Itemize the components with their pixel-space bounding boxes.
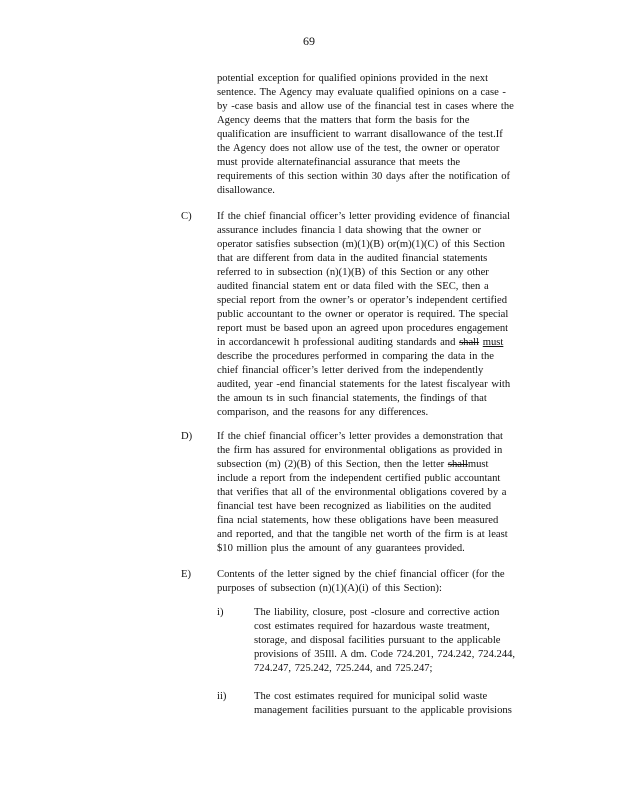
section-c-line: assurance includes financia l data showing that the owner or — [217, 225, 482, 236]
section-c-line: audited financial statem ent or data filed with the SEC, then a — [217, 281, 489, 292]
list-item-label: i) — [217, 607, 224, 618]
section-d-line: that verifies that all of the environmental obligations covered by a — [217, 487, 507, 498]
section-d-line: financial test have been recognized as liabilities on the audited — [217, 501, 492, 512]
list-item-line: 724.247, 725.242, 725.244, and 725.247; — [254, 663, 433, 674]
section-e-line: Contents of the letter signed by the chief financial officer (for the — [217, 569, 505, 580]
section-c-line: If the chief financial officer’s letter providing evidence of financial — [217, 211, 511, 222]
intro-line: must provide alternatefinancial assurance that meets the — [217, 157, 461, 168]
inserted-word: must — [482, 337, 504, 348]
struck-word: shall — [447, 459, 468, 470]
intro-line: the Agency does not allow use of the test, the owner or operator — [217, 143, 500, 154]
section-e-label: E) — [181, 569, 191, 580]
list-item-line: management facilities pursuant to the applicable provisions — [254, 705, 512, 716]
section-c-label: C) — [181, 211, 192, 222]
inserted-word: must — [467, 459, 489, 470]
intro-line: by -case basis and allow use of the financial test in cases where the — [217, 101, 514, 112]
section-d-line: fina ncial statements, how these obligations have been measured — [217, 515, 499, 526]
section-c-line: the amoun ts in such financial statements, the findings of that — [217, 393, 487, 404]
section-c-line — [217, 336, 503, 350]
intro-line: disallowance. — [217, 185, 275, 196]
section-c-line: comparison, and the reasons for any differences. — [217, 407, 429, 418]
section-c-line-text: in accordancewit h professional auditing standards and — [217, 337, 456, 348]
section-d-line: the firm has assured for environmental obligations as provided in — [217, 445, 503, 456]
list-item-line: The liability, closure, post -closure and corrective action — [254, 607, 500, 618]
section-c-line: that are different from data in the audited financial statements — [217, 253, 488, 264]
section-d-line: and reported, and that the tangible net worth of the firm is at least — [217, 529, 508, 540]
section-c-line: operator satisfies subsection (m)(1)(B) or(m)(1)(C) of this Section — [217, 239, 505, 250]
intro-line: requirements of this section within 30 days after the notification of — [217, 171, 511, 182]
section-c-line: chief financial officer’s letter derived from the independently — [217, 365, 484, 376]
intro-line: Agency deems that the matters that form the basis for the — [217, 115, 470, 126]
intro-line: qualification are insufficient to warrant disallowance of the test.If — [217, 129, 503, 140]
section-d-line: $10 million plus the amount of any guarantees provided. — [217, 543, 465, 554]
section-d-line-text: subsection (m) (2)(B) of this Section, then the letter — [217, 459, 445, 470]
section-c-line: referred to in subsection (n)(1)(B) of this Section or any other — [217, 267, 489, 278]
section-c-line: audited, year -end financial statements for the latest fiscalyear with — [217, 379, 511, 390]
section-c-line: public accountant to the owner or operator is required. The special — [217, 309, 509, 320]
section-c-line: special report from the owner’s or operator’s independent certified — [217, 295, 508, 306]
section-d-line — [217, 458, 488, 472]
section-c-line: report must be based upon an agreed upon procedures engagement — [217, 323, 509, 334]
list-item-line: provisions of 35Ill. A dm. Code 724.201, 724.242, 724.244, — [254, 649, 516, 660]
section-d-label: D) — [181, 431, 193, 442]
list-item-label: ii) — [217, 691, 227, 702]
intro-line: sentence. The Agency may evaluate qualified opinions on a case - — [217, 87, 506, 98]
section-e-line: purposes of subsection (n)(1)(A)(i) of this Section): — [217, 583, 442, 594]
list-item-line: The cost estimates required for municipal solid waste — [254, 691, 488, 702]
page-number: 69 — [303, 34, 315, 48]
section-c-line: describe the procedures performed in comparing the data in the — [217, 351, 494, 362]
list-item-line: cost estimates required for hazardous waste treatment, — [254, 621, 490, 632]
list-item-line: storage, and disposal facilities pursuant to the applicable — [254, 635, 501, 646]
intro-line: potential exception for qualified opinions provided in the next — [217, 73, 489, 84]
struck-word: shall — [459, 337, 480, 348]
section-d-line: If the chief financial officer’s letter provides a demonstration that — [217, 431, 503, 442]
section-d-line: include a report from the independent certified public accountant — [217, 473, 501, 484]
